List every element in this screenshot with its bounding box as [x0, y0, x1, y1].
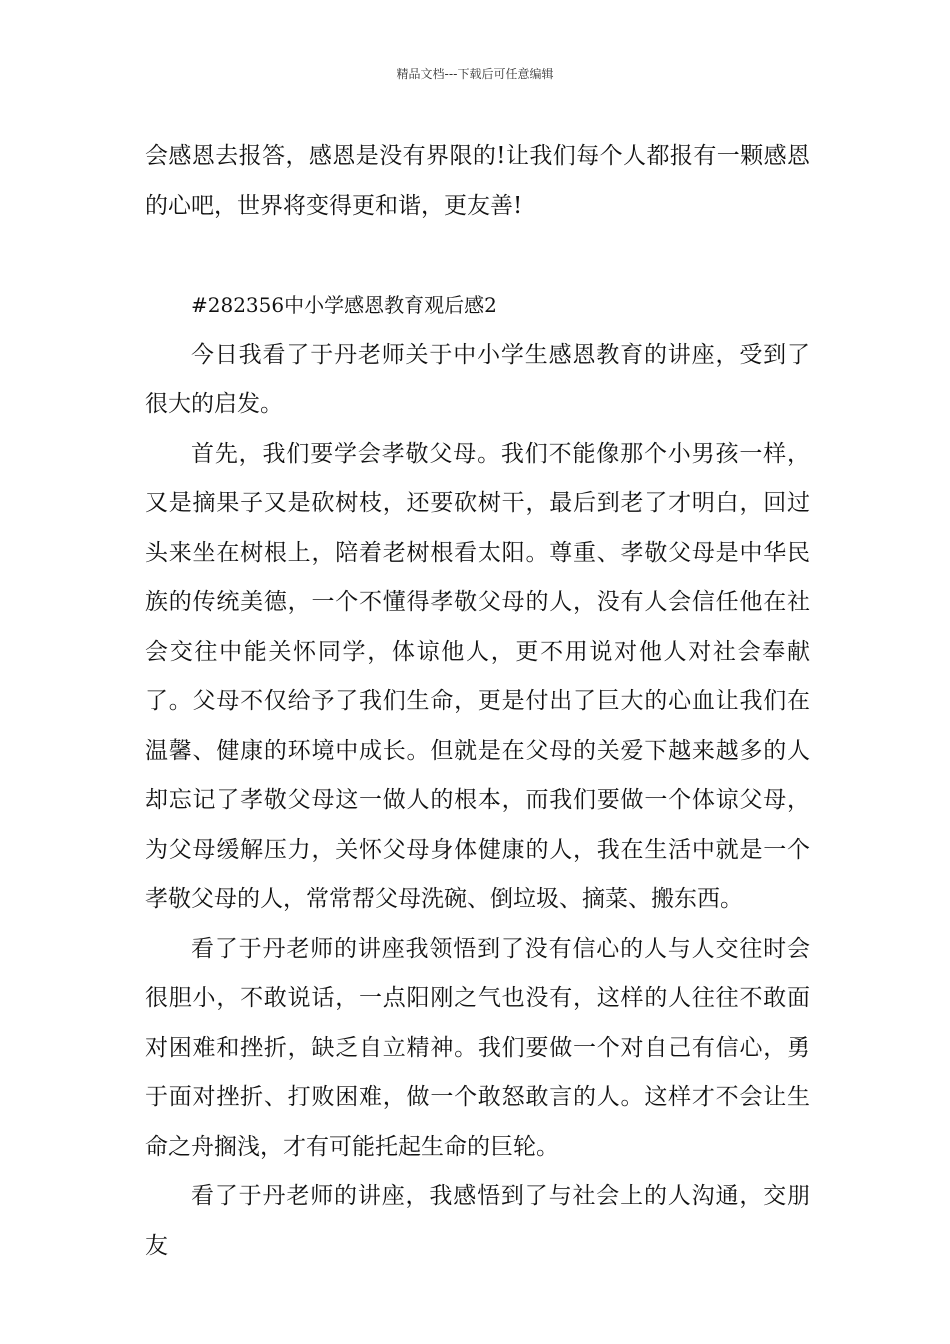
paragraph-confidence: 看了于丹老师的讲座我领悟到了没有信心的人与人交往时会很胆小，不敢说话，一点阳刚之气也没有，这样的人往往不敢面对困难和挫折，缺乏自立精神。我们要做一个对自己有信心，勇于面对挫折、打败困难，做一个敢怒敢言的人。这样才不会让生命之舟搁浅，才有可能托起生命的巨轮。	[145, 935, 810, 1160]
page-header: 精品文档---下载后可任意编辑	[396, 67, 554, 81]
paragraph-intro: 今日我看了于丹老师关于中小学生感恩教育的讲座，受到了很大的启发。	[145, 341, 810, 417]
section-title: #282356中小学感恩教育观后感2	[191, 293, 497, 317]
section-gap	[145, 231, 810, 281]
paragraph-respect-parents: 首先，我们要学会孝敬父母。我们不能像那个小男孩一样，又是摘果子又是砍树枝，还要砍树干，最后到老了才明白，回过头来坐在树根上，陪着老树根看太阳。尊重、孝敬父母是中华民族的传统美德，一个不懂得孝敬父母的人，没有人会信任他在社会交往中能关怀同学，体谅他人，更不用说对他人对社会奉献了。父母不仅给予了我们生命，更是付出了巨大的心血让我们在温馨、健康的环境中成长。但就是在父母的关爱下越来越多的人却忘记了孝敬父母这一做人的根本，而我们要做一个体谅父母，为父母缓解压力，关怀父母身体健康的人，我在生活中就是一个孝敬父母的人，常常帮父母洗碗、倒垃圾、摘菜、搬东西。	[145, 440, 810, 912]
paragraph-communication: 看了于丹老师的讲座，我感悟到了与社会上的人沟通，交朋友	[145, 1183, 810, 1259]
paragraph-continued: 会感恩去报答，感恩是没有界限的!让我们每个人都报有一颗感恩的心吧，世界将变得更和谐，更友善!	[145, 143, 810, 219]
document-body	[145, 132, 810, 1271]
